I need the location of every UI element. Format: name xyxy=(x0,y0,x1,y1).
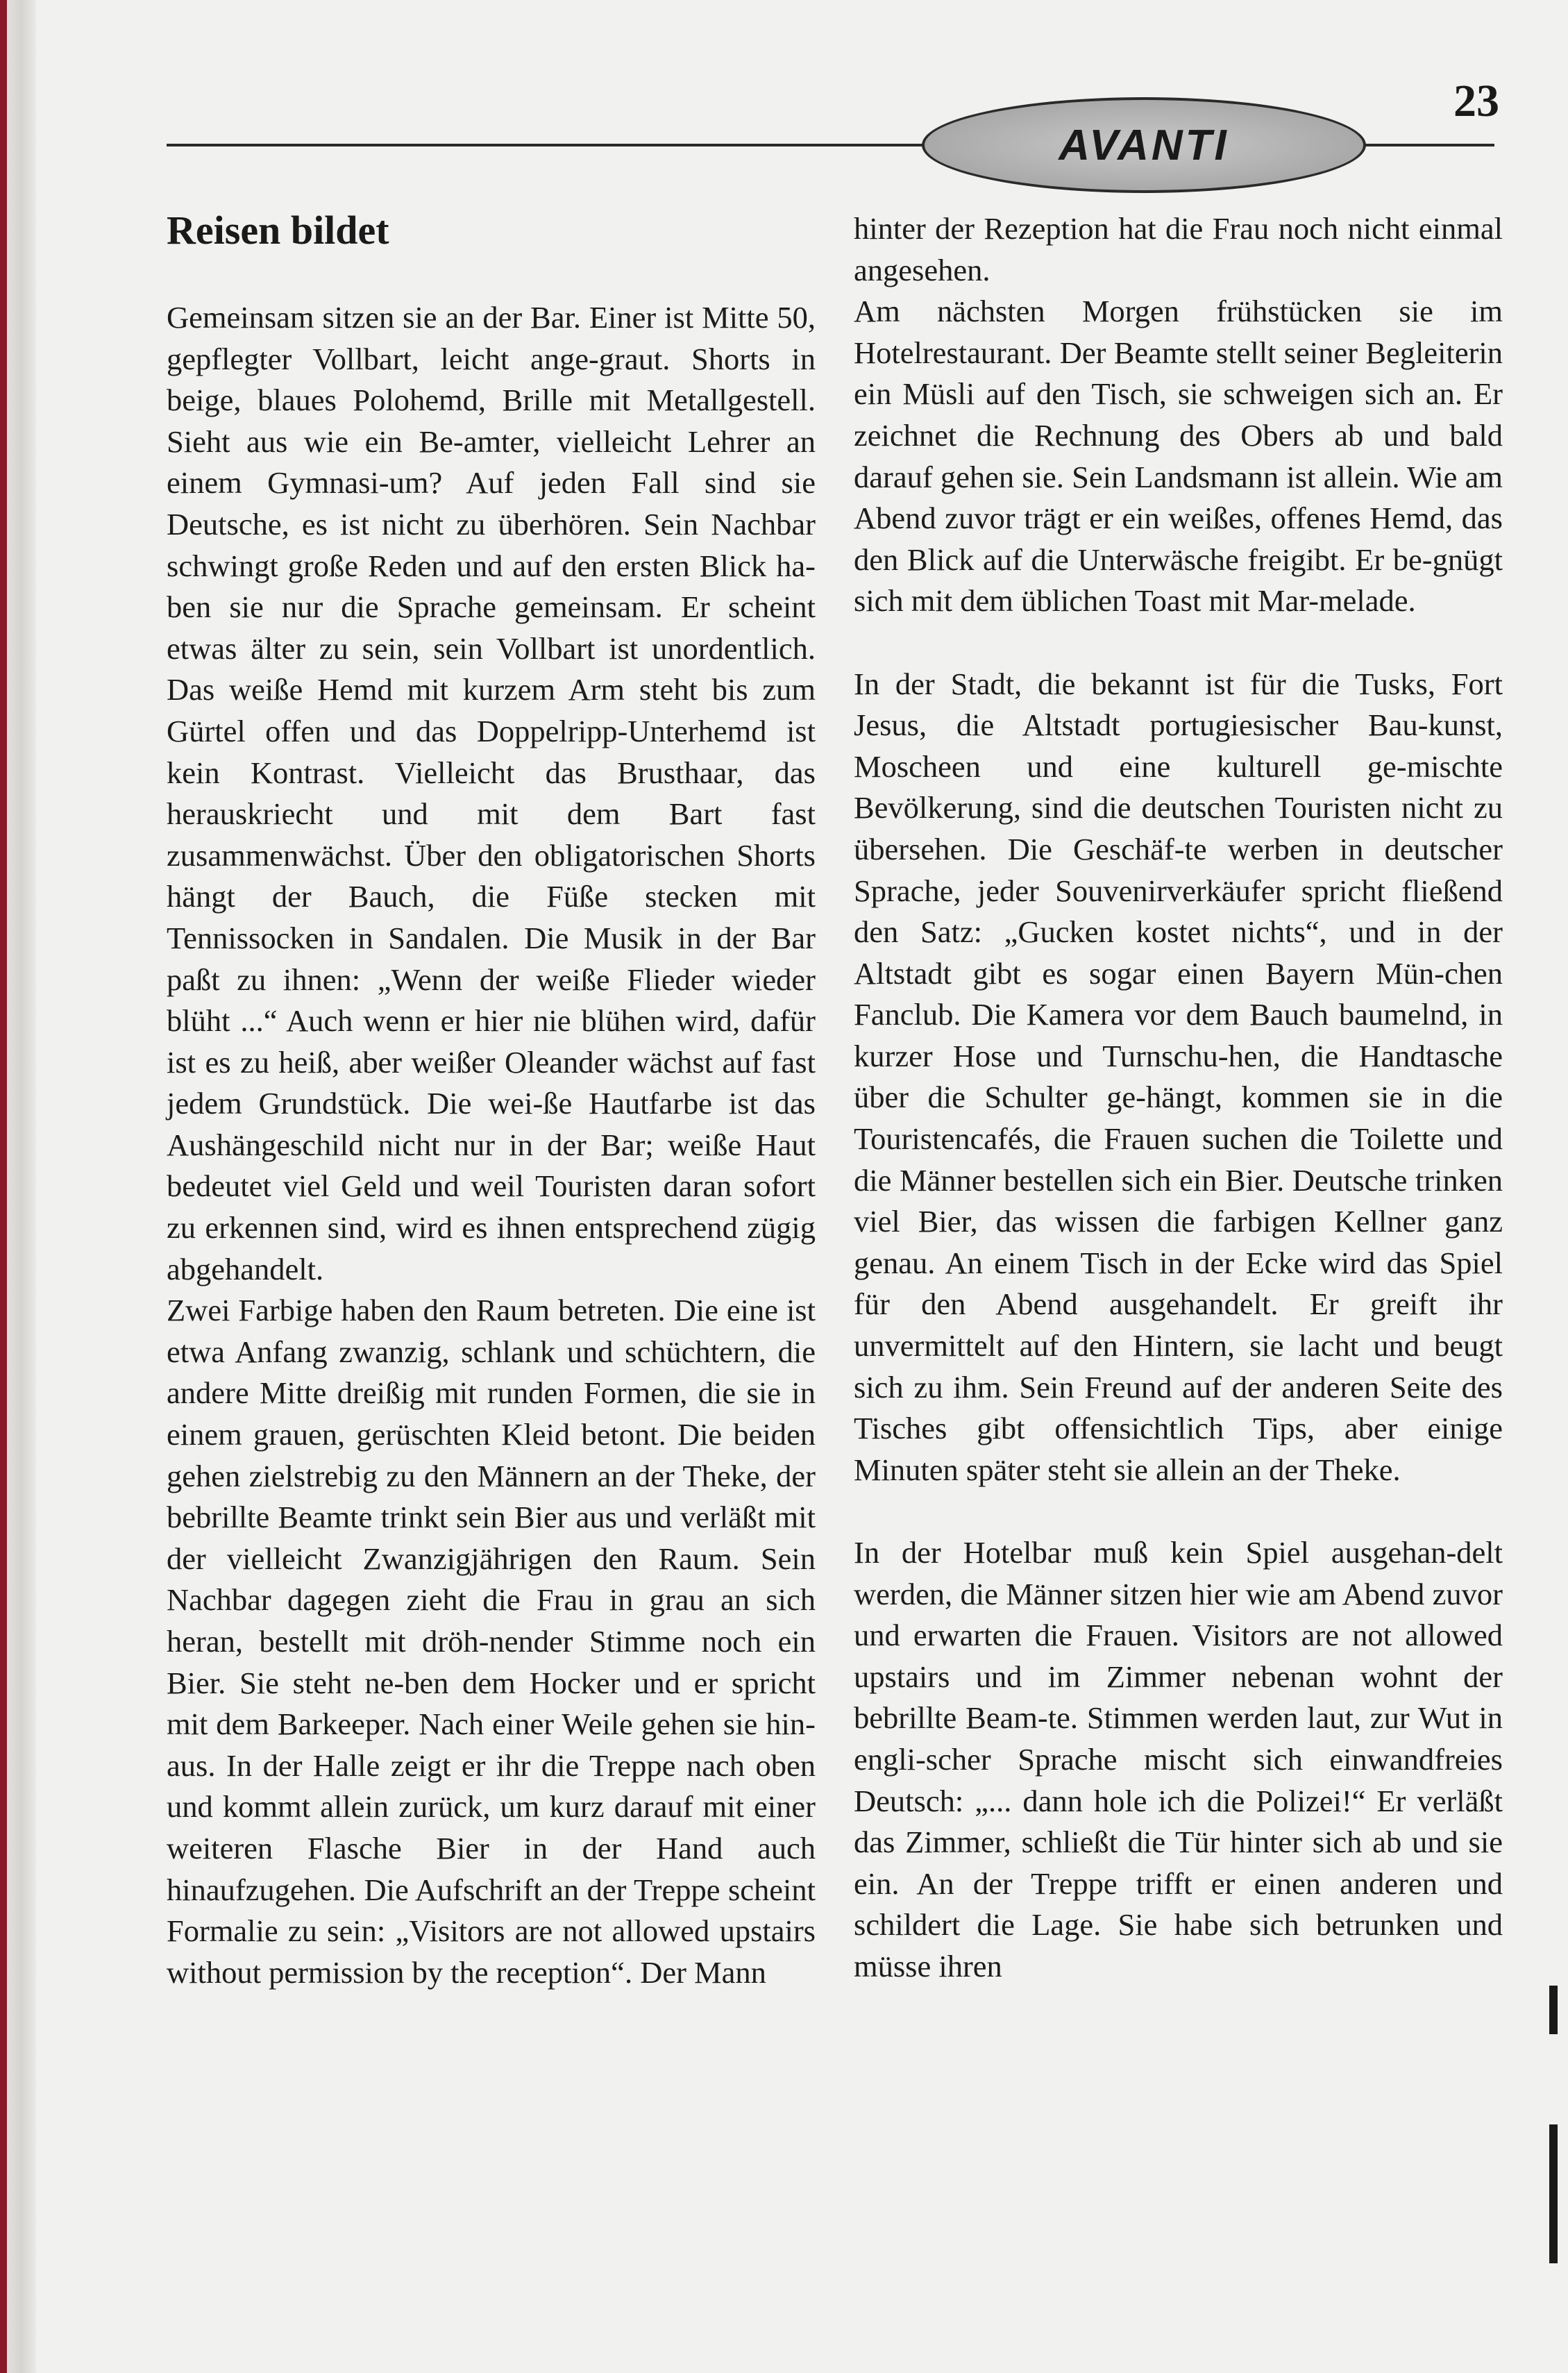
header-rule-right xyxy=(1364,144,1494,146)
paragraph: hinter der Rezeption hat die Frau noch nicht einmal angesehen. xyxy=(854,211,1503,287)
article-title: Reisen bildet xyxy=(167,208,389,253)
header-rule-left xyxy=(167,144,923,146)
paragraph: Am nächsten Morgen frühstücken sie im Hotelrestaurant. Der Beamte stellt seiner Begleiterin ein Müsli auf den Tisch, sie schweigen sich an. Er zeichnet die Rechnung des Obers ab und bald darauf gehen sie. Sein Landsmann ist allein. Wie am Abend zuvor trägt er ein weißes, offenes Hemd, das den Blick auf die Unterwäsche freigibt. Er be-gnügt sich mit dem üblichen Toast mit Mar-melade. xyxy=(854,294,1503,619)
page-edge-mark xyxy=(1549,1986,1558,2034)
book-binding-edge xyxy=(0,0,7,2373)
article-column-left xyxy=(167,297,816,1993)
page-edge-mark xyxy=(1549,2124,1558,2263)
section-badge xyxy=(922,97,1366,193)
paragraph: Gemeinsam sitzen sie an der Bar. Einer ist Mitte 50, gepflegter Vollbart, leicht ange-graut. Shorts in beige, blaues Polohemd, Brille mit Metallgestell. Sieht aus wie ein Be-amter, vielleicht Lehrer an einem Gymnasi-um? Auf jeden Fall sind sie Deutsche, es ist nicht zu überhören. Sein Nachbar schwingt große Reden und auf den ersten Blick ha-ben sie nur die Sprache gemeinsam. Er scheint etwas älter zu sein, sein Vollbart ist unordentlich. Das weiße Hemd mit kurzem Arm steht bis zum Gürtel offen und das Doppelripp-Unterhemd ist kein Kontrast. Vielleicht das Brusthaar, das herauskriecht und mit dem Bart fast zusammenwächst. Über den obligatorischen Shorts hängt der Bauch, die Füße stecken mit Tennissocken in Sandalen. Die Musik in der Bar paßt zu ihnen: „Wenn der weiße Flieder wieder blüht ...“ Auch wenn er hier nie blühen wird, dafür ist es zu heiß, aber weißer Oleander wächst auf fast jedem Grundstück. Die wei-ße Hautfarbe ist das Aushängeschild nicht nur in der Bar; weiße Haut bedeutet viel Geld und weil Touristen daran sofort zu erkennen sind, wird es ihnen entsprechend zügig abgehandelt. xyxy=(167,300,816,1286)
article-column-right xyxy=(854,208,1503,1988)
section-badge-label: AVANTI xyxy=(1059,121,1229,169)
paragraph: Zwei Farbige haben den Raum betreten. Die eine ist etwa Anfang zwanzig, schlank und schüchtern, die andere Mitte dreißig mit runden Formen, die sie in einem grauen, gerüschten Kleid betont. Die beiden gehen zielstrebig zu den Männern an der Theke, der bebrillte Beamte trinkt sein Bier aus und verläßt mit der vielleicht Zwanzigjährigen den Raum. Sein Nachbar dagegen zieht die Frau in grau an sich heran, bestellt mit dröh-nender Stimme noch ein Bier. Sie steht ne-ben dem Hocker und er spricht mit dem Barkeeper. Nach einer Weile gehen sie hin-aus. In der Halle zeigt er ihr die Treppe nach oben und kommt allein zurück, um kurz darauf mit einer weiteren Flasche Bier in der Hand auch hinaufzugehen. Die Aufschrift an der Treppe scheint Formalie zu sein: „Visitors are not allowed upstairs without permission by the reception“. Der Mann xyxy=(167,1293,816,1990)
page-number: 23 xyxy=(1453,76,1499,126)
paragraph: In der Hotelbar muß kein Spiel ausgehan-delt werden, die Männer sitzen hier wie am Abend zuvor und erwarten die Frauen. Visitors are not allowed upstairs und im Zimmer nebenan wohnt der bebrillte Beam-te. Stimmen werden laut, zur Wut in engli-scher Sprache mischt sich einwandfreies Deutsch: „... dann hole ich die Polizei!“ Er verläßt das Zimmer, schließt die Tür hinter sich ab und sie ein. An der Treppe trifft er einen anderen und schildert die Lage. Sie habe sich betrunken und müsse ihren xyxy=(854,1535,1503,1984)
paragraph: In der Stadt, die bekannt ist für die Tusks, Fort Jesus, die Altstadt portugiesischer Bau-kunst, Moscheen und eine kulturell ge-mischte Bevölkerung, sind die deutschen Touristen nicht zu übersehen. Die Geschäf-te werben in deutscher Sprache, jeder Souvenirverkäufer spricht fließend den Satz: „Gucken kostet nichts“, und in der Altstadt gibt es sogar einen Bayern Mün-chen Fanclub. Die Kamera vor dem Bauch baumelnd, in kurzer Hose und Turnschu-hen, die Handtasche über die Schulter ge-hängt, kommen sie in die Touristencafés, die Frauen suchen die Toilette und die Männer bestellen sich ein Bier. Deutsche trinken viel Bier, das wissen die farbigen Kellner ganz genau. An einem Tisch in der Ecke wird das Spiel für den Abend ausgehandelt. Er greift ihr unvermittelt auf den Hintern, sie lacht und beugt sich zu ihm. Sein Freund auf der anderen Seite des Tisches gibt offensichtlich Tips, aber einige Minuten später steht sie allein an der Theke. xyxy=(854,666,1503,1487)
